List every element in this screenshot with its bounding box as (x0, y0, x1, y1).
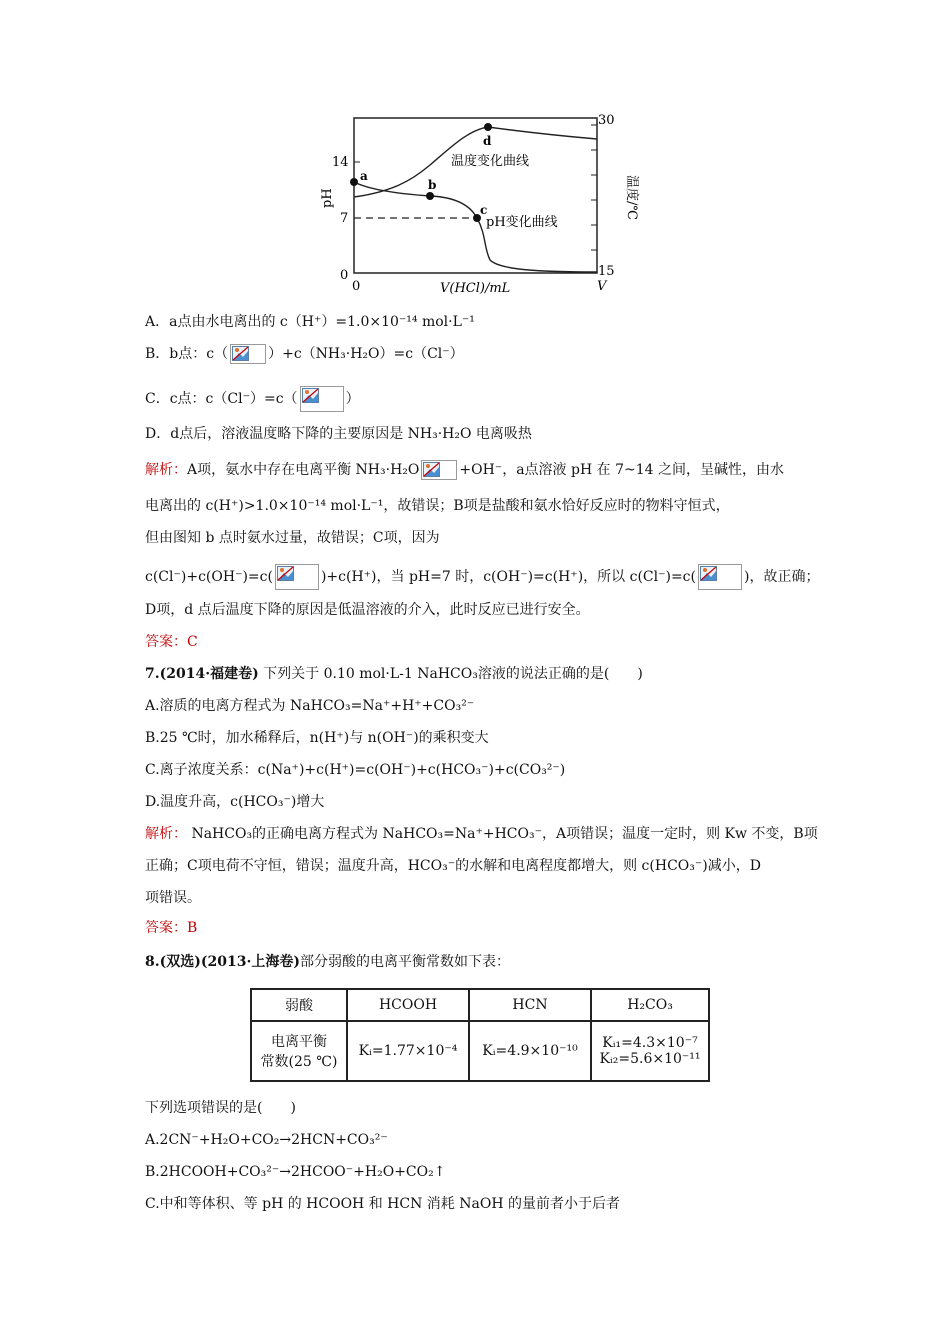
q6-answer-value: C (187, 634, 198, 650)
table-cell-hcn: Kᵢ=4.9×10⁻¹⁰ (469, 1021, 591, 1081)
chart-frame (354, 118, 597, 273)
q6-option-a-text: a点由水电离出的 c（H⁺）=1.0×10⁻¹⁴ mol·L⁻¹ (169, 314, 475, 330)
q7-stem-text: 下列关于 0.10 mol·L-1 NaHCO₃溶液的说法正确的是( ) (263, 666, 643, 682)
q7-analysis-label: 解析： (145, 826, 187, 842)
y-tick-14: 14 (332, 155, 349, 170)
acid-constants-table (250, 988, 710, 1082)
q8-stem (145, 952, 510, 972)
row-label-line1: 电离平衡 (271, 1034, 327, 1050)
ph-curve (354, 182, 597, 272)
point-a-label: a (360, 169, 368, 183)
ph-temperature-chart (300, 110, 639, 300)
q7-analysis-line2: 正确；C项电荷不守恒，错误；温度升高，HCO₃⁻的水解和电离程度都增大，则 c(HCO₃⁻)减小，D (145, 858, 761, 874)
q8-stem-text: 部分弱酸的电离平衡常数如下表： (299, 954, 510, 970)
q7-answer (145, 918, 197, 938)
q6-analysis-line2: 电离出的 c(H⁺)>1.0×10⁻¹⁴ mol·L⁻¹，故错误；B项是盐酸和氨水恰好反应时的物料守恒式， (145, 498, 730, 514)
q6-answer-label: 答案： (145, 634, 187, 650)
point-b-label: b (428, 178, 437, 192)
q6-analysis-text: A项，氨水中存在电离平衡 NH₃·H₂O (187, 462, 420, 478)
x-tick-v: V (597, 279, 607, 294)
q6-option-c (145, 386, 360, 412)
q6-option-c-letter: C． (145, 391, 170, 407)
q7-option-a: A.溶质的电离方程式为 NaHCO₃=Na⁺+H⁺+CO₃²⁻ (145, 698, 475, 714)
q6-analysis-line3: 但由图知 b 点时氨水过量，故错误；C项，因为 (145, 530, 440, 546)
point-b (426, 192, 434, 200)
row-label-line2: 常数(25 ℃) (260, 1054, 338, 1070)
q6-analysis-text: )+c(H⁺)，当 pH=7 时，c(OH⁻)=c(H⁺)，所以 c(Cl⁻)=c( (320, 569, 696, 585)
q7-option-b: B.25 ℃时，加水稀释后，n(H⁺)与 n(OH⁻)的乘积变大 (145, 730, 489, 746)
q8-prompt: 下列选项错误的是( ) (145, 1100, 296, 1116)
q7-analysis-line3: 项错误。 (145, 890, 201, 906)
point-d (484, 123, 492, 131)
point-a (350, 178, 358, 186)
q7-option-c: C.离子浓度关系：c(Na⁺)+c(H⁺)=c(OH⁻)+c(HCO₃⁻)+c(CO₃²⁻) (145, 762, 566, 778)
q7-analysis-line1 (145, 824, 818, 844)
q8-option-a: A.2CN⁻+H₂O+CO₂→2HCN+CO₃²⁻ (145, 1132, 388, 1148)
q6-analysis-text: )，故正确； (743, 569, 820, 585)
broken-image-icon (300, 386, 344, 412)
q6-analysis-label: 解析： (145, 462, 187, 478)
table-cell-h2co3 (591, 1021, 709, 1081)
q6-answer (145, 632, 198, 652)
q7-head: 7.(2014·福建卷) (145, 666, 259, 682)
broken-image-icon (698, 564, 742, 590)
q7-answer-label: 答案： (145, 920, 187, 936)
q6-option-b (145, 344, 464, 364)
q8-option-c: C.中和等体积、等 pH 的 HCOOH 和 HCN 消耗 NaOH 的量前者小于后者 (145, 1196, 620, 1212)
y-tick-7: 7 (340, 211, 349, 226)
table-header-cell: HCN (469, 989, 591, 1021)
h2co3-k1: Kᵢ₁=4.3×10⁻⁷ (602, 1035, 698, 1051)
broken-image-icon (275, 564, 319, 590)
table-row (251, 1021, 709, 1081)
q6-option-c-pre: c点：c（Cl⁻）=c（ (169, 391, 298, 407)
q6-analysis-line4 (145, 564, 819, 590)
table-header-row (251, 989, 709, 1021)
broken-image-icon (230, 344, 266, 364)
table-header-cell: HCOOH (347, 989, 469, 1021)
q8-head: 8.(双选)(2013·上海卷) (145, 954, 300, 970)
point-d-label: d (483, 134, 492, 148)
q7-answer-value: B (187, 920, 198, 936)
x-axis-label: V(HCl)/mL (440, 281, 511, 296)
table-header-cell: 弱酸 (251, 989, 347, 1021)
q6-option-a-letter: A． (145, 314, 170, 330)
table-row-label (251, 1021, 347, 1081)
q6-option-d-letter: D． (145, 426, 171, 442)
q6-analysis-line5: D项，d 点后温度下降的原因是低温溶液的介入，此时反应已进行安全。 (145, 602, 590, 618)
y-right-tick-30: 30 (598, 113, 615, 128)
broken-image-icon (421, 460, 457, 480)
q6-option-c-post: ） (345, 391, 360, 407)
q7-option-d: D.温度升高，c(HCO₃⁻)增大 (145, 794, 325, 810)
y-right-axis-label: 温度/℃ (624, 175, 639, 220)
q6-option-b-post: ）+c（NH₃·H₂O）=c（Cl⁻） (268, 346, 464, 362)
q6-analysis-text: c(Cl⁻)+c(OH⁻)=c( (145, 569, 273, 585)
ph-curve-label: pH变化曲线 (486, 215, 558, 230)
q8-option-b: B.2HCOOH+CO₃²⁻→2HCOO⁻+H₂O+CO₂↑ (145, 1164, 446, 1180)
q6-analysis-line1 (145, 460, 784, 480)
y-tick-0: 0 (340, 268, 349, 283)
x-tick-0: 0 (352, 279, 361, 294)
q6-option-a (145, 312, 475, 332)
q6-option-b-pre: b点：c（ (169, 346, 229, 362)
h2co3-k2: Kᵢ₂=5.6×10⁻¹¹ (599, 1051, 701, 1067)
q6-option-d (145, 424, 532, 444)
q6-analysis-text: +OH⁻，a点溶液 pH 在 7~14 之间，呈碱性，由水 (459, 462, 784, 478)
temperature-curve-label: 温度变化曲线 (451, 154, 530, 169)
q7-stem (145, 664, 643, 684)
table-header-cell: H₂CO₃ (591, 989, 709, 1021)
point-c-label: c (480, 203, 488, 217)
table-cell-hcooh: Kᵢ=1.77×10⁻⁴ (347, 1021, 469, 1081)
q7-analysis-text: NaHCO₃的正确电离方程式为 NaHCO₃=Na⁺+HCO₃⁻，A项错误；温度一定时，则 Kw 不变，B项 (191, 826, 818, 842)
q6-option-d-text: d点后，溶液温度略下降的主要原因是 NH₃·H₂O 电离吸热 (170, 426, 532, 442)
y-right-tick-15: 15 (598, 264, 615, 279)
y-axis-label: pH (320, 188, 335, 208)
q6-option-b-letter: B． (145, 346, 170, 362)
